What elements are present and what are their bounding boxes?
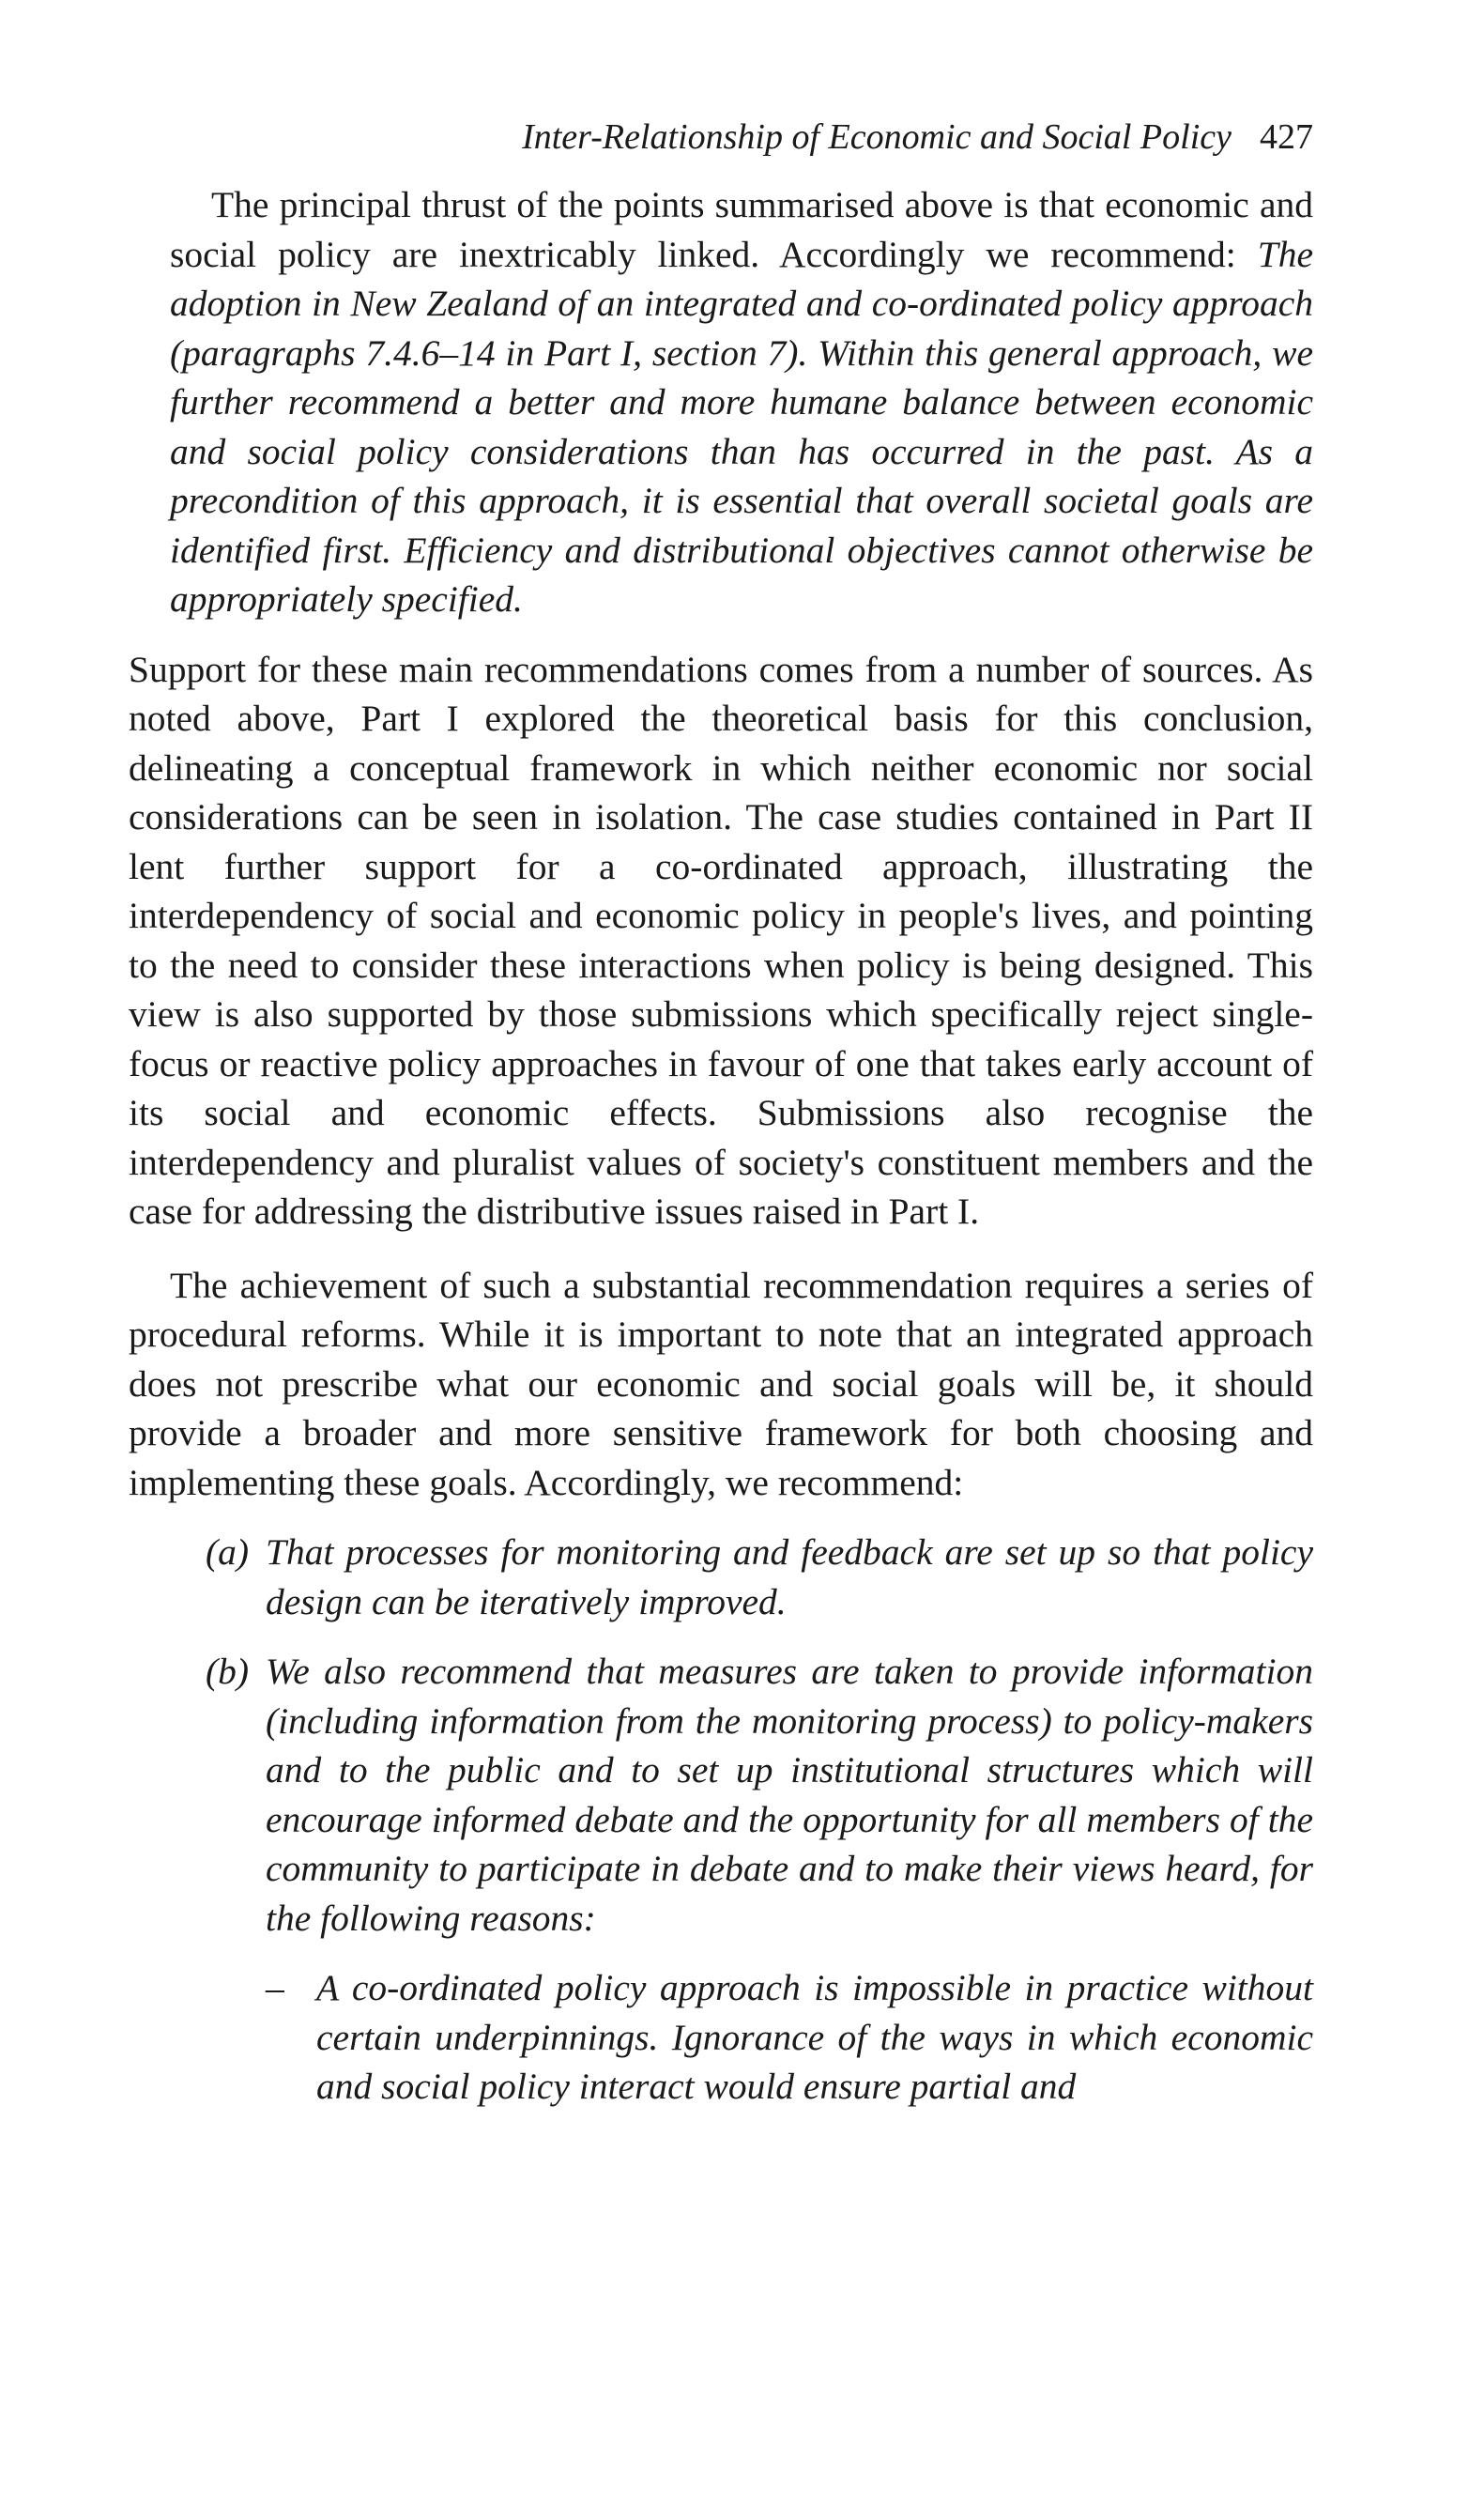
paragraph-lead: The principal thrust of the points summarised above is that economic and social policy are inextricably linked. Accordingly we recommend:: [170, 184, 1313, 275]
dash-marker: –: [266, 1967, 284, 2008]
dash-list-item: [266, 1963, 1313, 2112]
dash-item-text: A co-ordinated policy approach is impossible in practice without certain underpinnings. Ignorance of the ways in which economic and social policy interact would ensure partial and: [316, 1967, 1313, 2107]
recommendation-text: The adoption in New Zealand of an integrated and co-ordinated policy approach (paragraphs 7.4.6–14 in Part I, section 7). Within this general approach, we further recommend a better and more humane balance between economic and social policy considerations than has occurred in the past. As a precondition of this approach, it is essential that overall societal goals are identified first. Efficiency and distributional objectives cannot otherwise be appropriately specified.: [170, 233, 1313, 620]
running-head: [129, 113, 1313, 169]
book-page: [129, 113, 1313, 2112]
running-head-title: Inter-Relationship of Economic and Social Policy: [522, 117, 1232, 157]
list-item-a: [206, 1528, 1313, 1626]
list-item-text: We also recommend that measures are taken to provide information (including information from the monitoring process) to policy-makers and to the public and to set up institutional structures which will encourage informed debate and the opportunity for all members of the community to participate in debate and to make their views heard, for the following reasons:: [266, 1651, 1313, 1939]
list-marker: (a): [206, 1531, 250, 1573]
paragraph-support: Support for these main recommendations comes from a number of sources. As noted above, Part I explored the theoretical basis for this conclusion, delineating a conceptual framework in which neither economic nor social considerations can be seen in isolation. The case studies contained in Part II lent further support for a co-ordinated approach, illustrating the interdependency of social and economic policy in people's lives, and pointing to the need to consider these interactions when policy is being designed. This view is also supported by those submissions which specifically reject single-focus or reactive policy approaches in favour of one that takes early account of its social and economic effects. Submissions also recognise the interdependency and pluralist values of society's constituent members and the case for addressing the distributive issues raised in Part I.: [129, 648, 1313, 1232]
list-item-text: That processes for monitoring and feedback are set up so that policy design can be iteratively improved.: [266, 1531, 1313, 1622]
list-item-b: [206, 1647, 1313, 1943]
page-number: 427: [1260, 117, 1313, 157]
paragraph-recommendation: [129, 180, 1313, 624]
list-marker: (b): [206, 1651, 250, 1692]
paragraph-procedural-reforms: The achievement of such a substantial recommendation requires a series of procedural reforms. While it is important to note that an integrated approach does not prescribe what our economic and social goals will be, it should provide a broader and more sensitive framework for both choosing and implementing these goals. Accordingly, we recommend:: [129, 1264, 1313, 1503]
